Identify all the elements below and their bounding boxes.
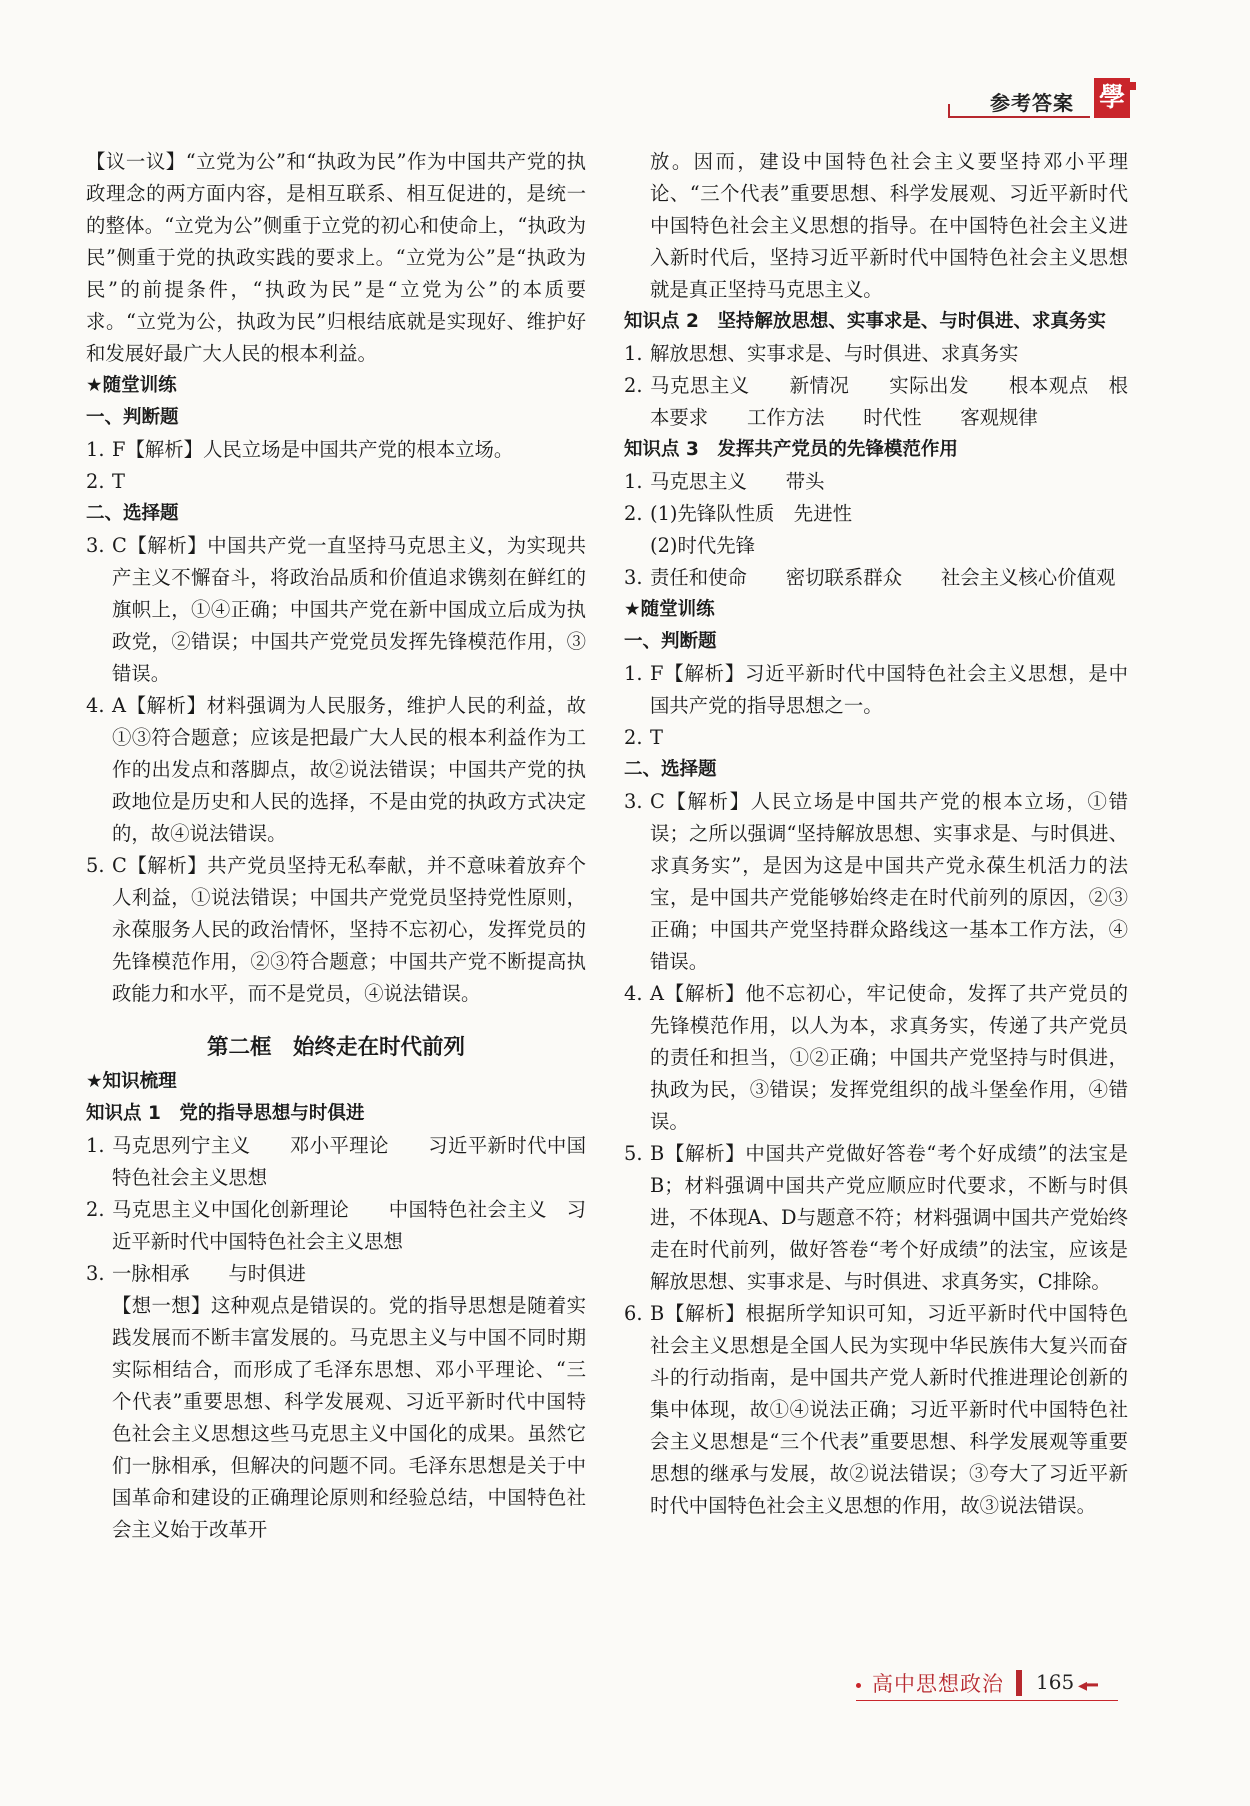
item-text: 马克思主义 新情况 实际出发 根本观点 根本要求 工作方法 时代性 客观规律 <box>650 374 1128 429</box>
answer-item <box>86 434 586 466</box>
answer-item <box>86 690 586 850</box>
item-text: 马克思主义中国化创新理论 中国特色社会主义 习近平新时代中国特色社会主义思想 <box>112 1198 586 1253</box>
answer-item <box>624 1138 1128 1298</box>
section-heading: ★随堂训练 <box>86 375 177 396</box>
answer-item <box>624 1298 1128 1522</box>
footer-subject: 高中思想政治 <box>872 1672 1004 1696</box>
answer-item <box>86 1130 586 1194</box>
answer-item <box>86 1258 586 1290</box>
item-number: 4. <box>624 982 643 1005</box>
paragraph: 【议一议】“立党为公”和“执政为民”作为中国共产党的执政理念的两方面内容，是相互联系、相互促进的，是统一的整体。“立党为公”侧重于立党的初心和使命上，“执政为民”侧重于党的执政实践的要求上。“立党为公”是“执政为民”的前提条件，“执政为民”是“立党为公”的本质要求。“立党为公，执政为民”归根结底就是实现好、维护好和发展好最广大人民的根本利益。 <box>86 150 586 365</box>
answer-item <box>86 530 586 690</box>
section-heading: 一、判断题 <box>624 631 717 652</box>
section-heading: 二、选择题 <box>86 503 179 524</box>
answer-item <box>86 466 586 498</box>
footer-dot <box>856 1683 861 1688</box>
item-text: 一脉相承 与时俱进 <box>112 1262 306 1285</box>
page-number: 165 <box>1036 1670 1075 1694</box>
item-text: A【解析】材料强调为人民服务，维护人民的利益，故①③符合题意；应该是把最广大人民的根本利益作为工作的出发点和落脚点，故②说法错误；中国共产党的执政地位是历史和人民的选择，不是由党的执政方式决定的，故④说法错误。 <box>112 694 586 845</box>
item-number: 3. <box>624 790 643 813</box>
answer-item <box>624 562 1128 594</box>
knowledge-point-heading: 知识点 2 坚持解放思想、实事求是、与时俱进、求真务实 <box>624 311 1106 332</box>
item-number: 3. <box>86 534 105 557</box>
answer-item <box>624 338 1128 370</box>
item-number: 1. <box>86 438 105 461</box>
publisher-logo: 學 <box>1094 78 1130 118</box>
footer-bar <box>1016 1670 1022 1696</box>
logo-mark <box>1128 82 1136 90</box>
item-text: 马克思列宁主义 邓小平理论 习近平新时代中国特色社会主义思想 <box>112 1134 586 1189</box>
item-number: 1. <box>624 342 643 365</box>
item-text: 解放思想、实事求是、与时俱进、求真务实 <box>650 342 1019 365</box>
item-text: (1)先锋队性质 先进性 <box>650 502 852 525</box>
indented-paragraph: 【想一想】这种观点是错误的。党的指导思想是随着实践发展而不断丰富发展的。马克思主义与中国不同时期实际相结合，而形成了毛泽东思想、邓小平理论、“三个代表”重要思想、科学发展观、习近平新时代中国特色社会主义思想这些马克思主义中国化的成果。虽然它们一脉相承，但解决的问题不同。毛泽东思想是关于中国革命和建设的正确理论原则和经验总结，中国特色社会主义始于改革开 <box>112 1294 586 1541</box>
item-number: 1. <box>86 1134 105 1157</box>
section-heading: 二、选择题 <box>624 759 717 780</box>
item-number: 2. <box>86 470 105 493</box>
item-number: 3. <box>86 1262 105 1285</box>
answer-item <box>624 786 1128 978</box>
item-text: 马克思主义 带头 <box>650 470 825 493</box>
header-title: 参考答案 <box>990 91 1074 115</box>
item-number: 5. <box>86 854 105 877</box>
item-number: 2. <box>624 374 643 397</box>
item-number: 3. <box>624 566 643 589</box>
section-heading: ★知识梳理 <box>86 1071 177 1092</box>
item-text: T <box>650 726 663 749</box>
header-rule <box>948 116 1090 118</box>
answer-item <box>624 370 1128 434</box>
answer-item <box>86 850 586 1010</box>
item-number: 5. <box>624 1142 643 1165</box>
knowledge-point-heading: 知识点 1 党的指导思想与时俱进 <box>86 1103 365 1124</box>
item-number: 2. <box>86 1198 105 1221</box>
item-text: F【解析】人民立场是中国共产党的根本立场。 <box>112 438 514 461</box>
item-number: 2. <box>624 726 643 749</box>
lesson-title: 第二框 始终走在时代前列 <box>206 1035 465 1060</box>
item-text: F【解析】习近平新时代中国特色社会主义思想，是中国共产党的指导思想之一。 <box>650 662 1128 717</box>
answer-item <box>624 498 1128 530</box>
item-number: 4. <box>86 694 105 717</box>
item-number: 6. <box>624 1302 643 1325</box>
item-text: B【解析】中国共产党做好答卷“考个好成绩”的法宝是B；材料强调中国共产党应顺应时代要求，不断与时俱进，不体现A、D与题意不符；材料强调中国共产党始终走在时代前列，做好答卷“考个好成绩”的法宝，应该是解放思想、实事求是、与时俱进、求真务实，C排除。 <box>650 1142 1128 1293</box>
answer-item <box>86 1194 586 1258</box>
footer-rule <box>856 1700 1118 1701</box>
section-heading: 一、判断题 <box>86 407 179 428</box>
item-text: 责任和使命 密切联系群众 社会主义核心价值观 <box>650 566 1116 589</box>
indented-paragraph: 放。因而，建设中国特色社会主义要坚持邓小平理论、“三个代表”重要思想、科学发展观、习近平新时代中国特色社会主义思想的指导。在中国特色社会主义进入新时代后，坚持习近平新时代中国特色社会主义思想就是真正坚持马克思主义。 <box>650 150 1128 301</box>
item-text: A【解析】他不忘初心，牢记使命，发挥了共产党员的先锋模范作用，以人为本，求真务实，传递了共产党员的责任和担当，①②正确；中国共产党坚持与时俱进，执政为民，③错误；发挥党组织的战斗堡垒作用，④错误。 <box>650 982 1128 1133</box>
item-text: B【解析】根据所学知识可知，习近平新时代中国特色社会主义思想是全国人民为实现中华民族伟大复兴而奋斗的行动指南，是中国共产党人新时代推进理论创新的集中体现，故①④说法正确；习近平新时代中国特色社会主义思想是“三个代表”重要思想、科学发展观等重要思想的继承与发展，故②说法错误；③夸大了习近平新时代中国特色社会主义思想的作用，故③说法错误。 <box>650 1302 1128 1517</box>
knowledge-point-heading: 知识点 3 发挥共产党员的先锋模范作用 <box>624 439 958 460</box>
item-number: 1. <box>624 470 643 493</box>
section-heading: ★随堂训练 <box>624 599 715 620</box>
item-number: 2. <box>624 502 643 525</box>
answer-item <box>624 658 1128 722</box>
answer-item <box>624 978 1128 1138</box>
arrow-left-icon: ◂━ <box>1078 1675 1098 1696</box>
answer-item <box>624 722 1128 754</box>
indented-paragraph: (2)时代先锋 <box>650 534 756 557</box>
item-text: C【解析】中国共产党一直坚持马克思主义，为实现共产主义不懈奋斗，将政治品质和价值追求镌刻在鲜红的旗帜上，①④正确；中国共产党在新中国成立后成为执政党，②错误；中国共产党党员发挥先锋模范作用，③错误。 <box>112 534 586 685</box>
item-number: 1. <box>624 662 643 685</box>
right-column <box>624 146 1128 1522</box>
item-text: C【解析】共产党员坚持无私奉献，并不意味着放弃个人利益，①说法错误；中国共产党党员坚持党性原则，永葆服务人民的政治情怀，坚持不忘初心，发挥党员的先锋模范作用，②③符合题意；中国共产党不断提高执政能力和水平，而不是党员，④说法错误。 <box>112 854 586 1005</box>
left-column <box>86 146 586 1546</box>
item-text: C【解析】人民立场是中国共产党的根本立场，①错误；之所以强调“坚持解放思想、实事求是、与时俱进、求真务实”，是因为这是中国共产党永葆生机活力的法宝，是中国共产党能够始终走在时代前列的原因，②③正确；中国共产党坚持群众路线这一基本工作方法，④错误。 <box>650 790 1128 973</box>
answer-item <box>624 466 1128 498</box>
item-text: T <box>112 470 125 493</box>
